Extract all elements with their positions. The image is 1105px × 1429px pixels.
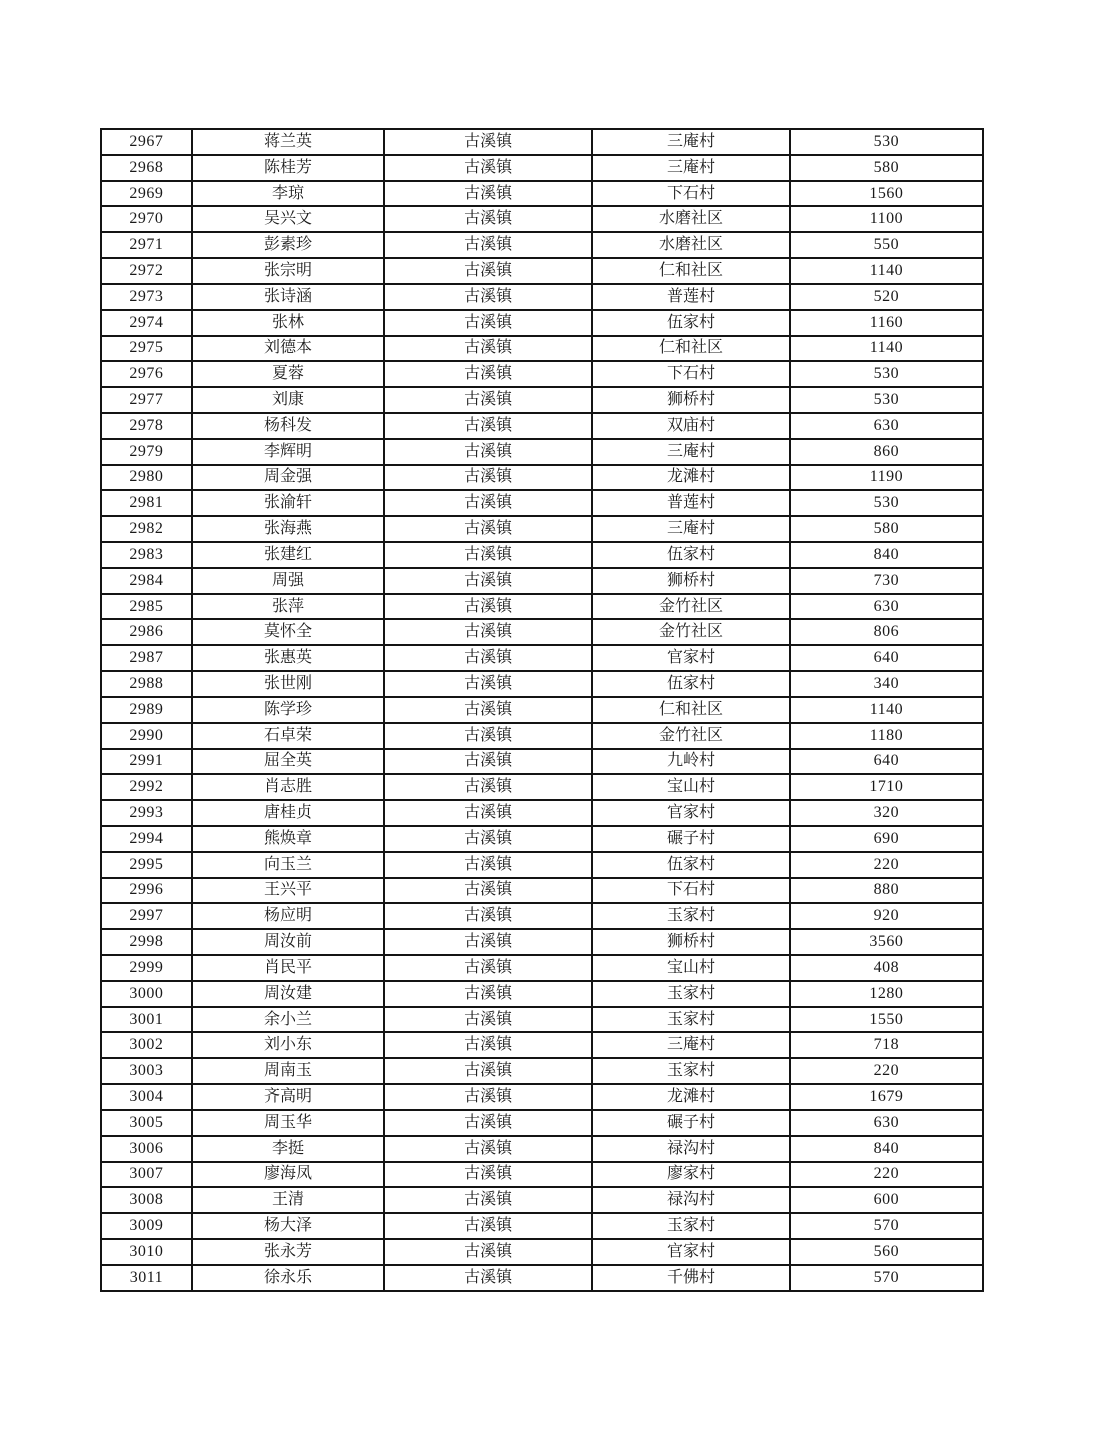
cell-town: 古溪镇 — [384, 1187, 592, 1213]
cell-amount: 220 — [790, 1162, 983, 1188]
cell-name: 张宗明 — [192, 258, 384, 284]
cell-name: 杨科发 — [192, 413, 384, 439]
cell-id: 3006 — [101, 1136, 192, 1162]
cell-village: 下石村 — [592, 361, 790, 387]
cell-amount: 550 — [790, 232, 983, 258]
cell-id: 2977 — [101, 387, 192, 413]
cell-amount: 1180 — [790, 723, 983, 749]
cell-amount: 530 — [790, 129, 983, 155]
cell-town: 古溪镇 — [384, 232, 592, 258]
cell-name: 廖海凤 — [192, 1162, 384, 1188]
cell-town: 古溪镇 — [384, 671, 592, 697]
cell-name: 石卓荣 — [192, 723, 384, 749]
cell-village: 狮桥村 — [592, 929, 790, 955]
cell-name: 张海燕 — [192, 516, 384, 542]
cell-amount: 1679 — [790, 1084, 983, 1110]
cell-name: 唐桂贞 — [192, 800, 384, 826]
table-row — [101, 387, 983, 413]
cell-name: 熊焕章 — [192, 826, 384, 852]
cell-village: 廖家村 — [592, 1162, 790, 1188]
cell-name: 王兴平 — [192, 878, 384, 904]
cell-town: 古溪镇 — [384, 1162, 592, 1188]
table-row — [101, 1136, 983, 1162]
cell-name: 齐高明 — [192, 1084, 384, 1110]
cell-id: 2978 — [101, 413, 192, 439]
table-row — [101, 1265, 983, 1291]
cell-village: 龙滩村 — [592, 1084, 790, 1110]
cell-name: 张世刚 — [192, 671, 384, 697]
cell-name: 张萍 — [192, 594, 384, 620]
cell-name: 吴兴文 — [192, 206, 384, 232]
cell-name: 刘小东 — [192, 1032, 384, 1058]
cell-name: 张渝轩 — [192, 490, 384, 516]
table-row — [101, 749, 983, 775]
cell-id: 3005 — [101, 1110, 192, 1136]
cell-village: 碾子村 — [592, 1110, 790, 1136]
cell-amount: 1280 — [790, 981, 983, 1007]
cell-amount: 580 — [790, 155, 983, 181]
table-row — [101, 490, 983, 516]
cell-village: 狮桥村 — [592, 568, 790, 594]
cell-name: 周强 — [192, 568, 384, 594]
cell-id: 2994 — [101, 826, 192, 852]
cell-town: 古溪镇 — [384, 619, 592, 645]
cell-id: 2999 — [101, 955, 192, 981]
cell-village: 下石村 — [592, 878, 790, 904]
cell-village: 仁和社区 — [592, 697, 790, 723]
cell-amount: 1140 — [790, 697, 983, 723]
table-row — [101, 155, 983, 181]
cell-id: 2984 — [101, 568, 192, 594]
table-row — [101, 697, 983, 723]
cell-town: 古溪镇 — [384, 1136, 592, 1162]
table-row — [101, 852, 983, 878]
table-row — [101, 439, 983, 465]
cell-id: 3002 — [101, 1032, 192, 1058]
cell-village: 狮桥村 — [592, 387, 790, 413]
cell-name: 周金强 — [192, 465, 384, 491]
table-row — [101, 568, 983, 594]
cell-amount: 530 — [790, 361, 983, 387]
cell-amount: 920 — [790, 903, 983, 929]
cell-name: 向玉兰 — [192, 852, 384, 878]
cell-village: 玉家村 — [592, 1213, 790, 1239]
cell-town: 古溪镇 — [384, 749, 592, 775]
cell-id: 2969 — [101, 181, 192, 207]
cell-town: 古溪镇 — [384, 439, 592, 465]
table-row — [101, 361, 983, 387]
table-row — [101, 645, 983, 671]
cell-name: 陈桂芳 — [192, 155, 384, 181]
cell-amount: 840 — [790, 1136, 983, 1162]
cell-name: 杨应明 — [192, 903, 384, 929]
cell-id: 3004 — [101, 1084, 192, 1110]
cell-town: 古溪镇 — [384, 1213, 592, 1239]
cell-amount: 408 — [790, 955, 983, 981]
cell-village: 龙滩村 — [592, 465, 790, 491]
cell-name: 莫怀全 — [192, 619, 384, 645]
cell-id: 3009 — [101, 1213, 192, 1239]
cell-town: 古溪镇 — [384, 1007, 592, 1033]
cell-id: 3007 — [101, 1162, 192, 1188]
cell-amount: 1550 — [790, 1007, 983, 1033]
cell-name: 刘康 — [192, 387, 384, 413]
cell-village: 官家村 — [592, 1239, 790, 1265]
table-row — [101, 955, 983, 981]
cell-id: 2976 — [101, 361, 192, 387]
cell-village: 三庵村 — [592, 129, 790, 155]
cell-town: 古溪镇 — [384, 1058, 592, 1084]
table-row — [101, 981, 983, 1007]
cell-id: 3003 — [101, 1058, 192, 1084]
cell-town: 古溪镇 — [384, 826, 592, 852]
cell-amount: 630 — [790, 594, 983, 620]
table-row — [101, 1110, 983, 1136]
cell-amount: 1190 — [790, 465, 983, 491]
cell-name: 夏蓉 — [192, 361, 384, 387]
table-row — [101, 1187, 983, 1213]
table-row — [101, 1032, 983, 1058]
table-row — [101, 594, 983, 620]
cell-town: 古溪镇 — [384, 181, 592, 207]
cell-amount: 1140 — [790, 258, 983, 284]
table-row — [101, 878, 983, 904]
cell-town: 古溪镇 — [384, 387, 592, 413]
cell-id: 2995 — [101, 852, 192, 878]
cell-town: 古溪镇 — [384, 361, 592, 387]
cell-village: 官家村 — [592, 645, 790, 671]
cell-amount: 630 — [790, 413, 983, 439]
table-row — [101, 465, 983, 491]
table-row — [101, 181, 983, 207]
data-table — [100, 128, 984, 1292]
cell-village: 伍家村 — [592, 542, 790, 568]
cell-village: 玉家村 — [592, 1007, 790, 1033]
cell-town: 古溪镇 — [384, 1239, 592, 1265]
cell-id: 2991 — [101, 749, 192, 775]
table-row — [101, 671, 983, 697]
cell-id: 2996 — [101, 878, 192, 904]
cell-amount: 220 — [790, 1058, 983, 1084]
cell-amount: 3560 — [790, 929, 983, 955]
cell-id: 3011 — [101, 1265, 192, 1291]
cell-amount: 640 — [790, 645, 983, 671]
cell-amount: 860 — [790, 439, 983, 465]
cell-id: 2982 — [101, 516, 192, 542]
cell-town: 古溪镇 — [384, 284, 592, 310]
table-row — [101, 206, 983, 232]
table-row — [101, 929, 983, 955]
cell-village: 宝山村 — [592, 774, 790, 800]
cell-name: 刘德本 — [192, 336, 384, 362]
table-row — [101, 1239, 983, 1265]
cell-id: 2979 — [101, 439, 192, 465]
cell-town: 古溪镇 — [384, 568, 592, 594]
cell-name: 李挺 — [192, 1136, 384, 1162]
table-body — [101, 129, 983, 1291]
cell-name: 张建红 — [192, 542, 384, 568]
cell-town: 古溪镇 — [384, 800, 592, 826]
cell-amount: 320 — [790, 800, 983, 826]
cell-town: 古溪镇 — [384, 929, 592, 955]
cell-village: 金竹社区 — [592, 619, 790, 645]
cell-town: 古溪镇 — [384, 258, 592, 284]
cell-id: 2970 — [101, 206, 192, 232]
cell-amount: 340 — [790, 671, 983, 697]
cell-amount: 1710 — [790, 774, 983, 800]
cell-town: 古溪镇 — [384, 878, 592, 904]
cell-town: 古溪镇 — [384, 1032, 592, 1058]
table-row — [101, 1162, 983, 1188]
cell-town: 古溪镇 — [384, 852, 592, 878]
cell-village: 禄沟村 — [592, 1187, 790, 1213]
cell-town: 古溪镇 — [384, 1265, 592, 1291]
cell-id: 2998 — [101, 929, 192, 955]
cell-id: 2972 — [101, 258, 192, 284]
table-row — [101, 310, 983, 336]
cell-village: 三庵村 — [592, 1032, 790, 1058]
cell-id: 2988 — [101, 671, 192, 697]
cell-village: 普莲村 — [592, 490, 790, 516]
cell-id: 3008 — [101, 1187, 192, 1213]
cell-amount: 580 — [790, 516, 983, 542]
cell-town: 古溪镇 — [384, 981, 592, 1007]
cell-town: 古溪镇 — [384, 594, 592, 620]
cell-id: 2980 — [101, 465, 192, 491]
cell-name: 张林 — [192, 310, 384, 336]
cell-village: 千佛村 — [592, 1265, 790, 1291]
table-row — [101, 284, 983, 310]
cell-amount: 530 — [790, 490, 983, 516]
cell-name: 彭素珍 — [192, 232, 384, 258]
table-row — [101, 516, 983, 542]
cell-id: 2973 — [101, 284, 192, 310]
cell-name: 杨大泽 — [192, 1213, 384, 1239]
cell-town: 古溪镇 — [384, 413, 592, 439]
cell-name: 肖志胜 — [192, 774, 384, 800]
cell-village: 九岭村 — [592, 749, 790, 775]
cell-id: 3010 — [101, 1239, 192, 1265]
cell-id: 2985 — [101, 594, 192, 620]
cell-village: 伍家村 — [592, 852, 790, 878]
cell-amount: 520 — [790, 284, 983, 310]
cell-town: 古溪镇 — [384, 1084, 592, 1110]
cell-town: 古溪镇 — [384, 723, 592, 749]
table-row — [101, 1007, 983, 1033]
cell-village: 碾子村 — [592, 826, 790, 852]
cell-name: 周南玉 — [192, 1058, 384, 1084]
cell-village: 三庵村 — [592, 439, 790, 465]
table-row — [101, 619, 983, 645]
cell-amount: 570 — [790, 1213, 983, 1239]
cell-town: 古溪镇 — [384, 645, 592, 671]
cell-village: 玉家村 — [592, 1058, 790, 1084]
cell-name: 屈全英 — [192, 749, 384, 775]
cell-amount: 1160 — [790, 310, 983, 336]
cell-village: 金竹社区 — [592, 594, 790, 620]
table-row — [101, 258, 983, 284]
cell-name: 张惠英 — [192, 645, 384, 671]
table-row — [101, 413, 983, 439]
cell-amount: 806 — [790, 619, 983, 645]
cell-village: 官家村 — [592, 800, 790, 826]
cell-amount: 220 — [790, 852, 983, 878]
cell-amount: 1140 — [790, 336, 983, 362]
table-row — [101, 336, 983, 362]
table-row — [101, 1084, 983, 1110]
cell-name: 周汝前 — [192, 929, 384, 955]
table-row — [101, 800, 983, 826]
cell-name: 张诗涵 — [192, 284, 384, 310]
cell-town: 古溪镇 — [384, 206, 592, 232]
cell-amount: 730 — [790, 568, 983, 594]
cell-amount: 640 — [790, 749, 983, 775]
table-row — [101, 723, 983, 749]
table-row — [101, 903, 983, 929]
table-row — [101, 1058, 983, 1084]
cell-town: 古溪镇 — [384, 336, 592, 362]
cell-id: 2989 — [101, 697, 192, 723]
cell-village: 玉家村 — [592, 981, 790, 1007]
cell-town: 古溪镇 — [384, 542, 592, 568]
cell-amount: 1100 — [790, 206, 983, 232]
cell-village: 三庵村 — [592, 516, 790, 542]
cell-village: 玉家村 — [592, 903, 790, 929]
cell-name: 蒋兰英 — [192, 129, 384, 155]
cell-name: 陈学珍 — [192, 697, 384, 723]
cell-id: 2967 — [101, 129, 192, 155]
cell-village: 三庵村 — [592, 155, 790, 181]
table-row — [101, 542, 983, 568]
cell-town: 古溪镇 — [384, 955, 592, 981]
table-row — [101, 826, 983, 852]
cell-name: 李辉明 — [192, 439, 384, 465]
cell-name: 徐永乐 — [192, 1265, 384, 1291]
cell-village: 双庙村 — [592, 413, 790, 439]
cell-town: 古溪镇 — [384, 516, 592, 542]
cell-town: 古溪镇 — [384, 155, 592, 181]
cell-name: 周汝建 — [192, 981, 384, 1007]
cell-id: 2990 — [101, 723, 192, 749]
cell-id: 2981 — [101, 490, 192, 516]
cell-village: 伍家村 — [592, 671, 790, 697]
cell-name: 周玉华 — [192, 1110, 384, 1136]
cell-village: 宝山村 — [592, 955, 790, 981]
cell-id: 2975 — [101, 336, 192, 362]
cell-amount: 880 — [790, 878, 983, 904]
cell-name: 李琼 — [192, 181, 384, 207]
cell-amount: 718 — [790, 1032, 983, 1058]
cell-village: 仁和社区 — [592, 336, 790, 362]
cell-id: 3000 — [101, 981, 192, 1007]
cell-name: 张永芳 — [192, 1239, 384, 1265]
cell-id: 2971 — [101, 232, 192, 258]
cell-amount: 600 — [790, 1187, 983, 1213]
cell-amount: 690 — [790, 826, 983, 852]
cell-village: 伍家村 — [592, 310, 790, 336]
cell-village: 水磨社区 — [592, 232, 790, 258]
table-row — [101, 774, 983, 800]
cell-village: 下石村 — [592, 181, 790, 207]
cell-town: 古溪镇 — [384, 774, 592, 800]
table-row — [101, 129, 983, 155]
cell-village: 金竹社区 — [592, 723, 790, 749]
cell-amount: 630 — [790, 1110, 983, 1136]
cell-id: 2968 — [101, 155, 192, 181]
cell-village: 禄沟村 — [592, 1136, 790, 1162]
cell-village: 水磨社区 — [592, 206, 790, 232]
cell-id: 2997 — [101, 903, 192, 929]
table-row — [101, 1213, 983, 1239]
cell-name: 王清 — [192, 1187, 384, 1213]
cell-town: 古溪镇 — [384, 490, 592, 516]
cell-id: 2986 — [101, 619, 192, 645]
cell-id: 2983 — [101, 542, 192, 568]
cell-amount: 840 — [790, 542, 983, 568]
cell-town: 古溪镇 — [384, 465, 592, 491]
cell-amount: 560 — [790, 1239, 983, 1265]
cell-village: 普莲村 — [592, 284, 790, 310]
table-row — [101, 232, 983, 258]
cell-amount: 1560 — [790, 181, 983, 207]
cell-town: 古溪镇 — [384, 697, 592, 723]
cell-amount: 530 — [790, 387, 983, 413]
cell-id: 2987 — [101, 645, 192, 671]
cell-id: 3001 — [101, 1007, 192, 1033]
cell-id: 2974 — [101, 310, 192, 336]
cell-town: 古溪镇 — [384, 903, 592, 929]
cell-town: 古溪镇 — [384, 1110, 592, 1136]
cell-name: 余小兰 — [192, 1007, 384, 1033]
cell-name: 肖民平 — [192, 955, 384, 981]
cell-town: 古溪镇 — [384, 129, 592, 155]
cell-town: 古溪镇 — [384, 310, 592, 336]
cell-amount: 570 — [790, 1265, 983, 1291]
cell-id: 2993 — [101, 800, 192, 826]
cell-id: 2992 — [101, 774, 192, 800]
cell-village: 仁和社区 — [592, 258, 790, 284]
